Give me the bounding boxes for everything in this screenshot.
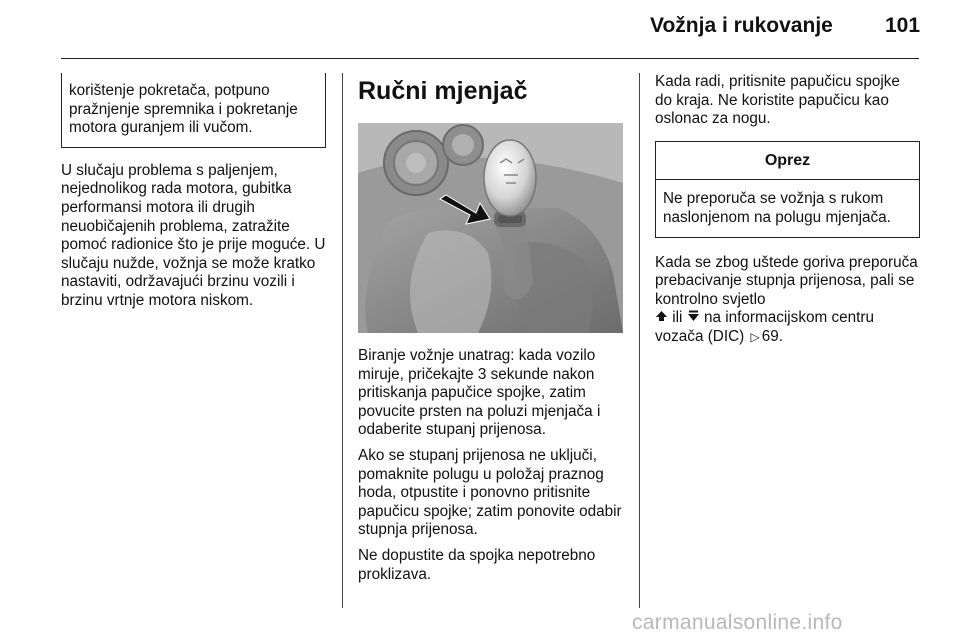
body-paragraph: Ne dopustite da spojka nepotrebno proklizava. [358, 546, 596, 583]
body-paragraph: U slučaju problema s paljenjem, nejednolikog rada motora, gubitka performansi motora ili drugih neuobičajenih problema, zatražite pomoć radionice što je prije moguće. U slučaju nužde, vožnja se može kratko nastaviti, održavajući brzinu vozili i brzinu vrtnje motora niskom. [61, 161, 326, 309]
caution-text: Ne preporuča se vožnja s rukom naslonjenom na polugu mjenjača. [663, 190, 891, 226]
page-reference-icon: ▷ [750, 329, 760, 344]
page-title: Vožnja i rukovanje [650, 14, 833, 37]
paragraph-text: na informacijskom centru vozača (DIC) [655, 309, 874, 345]
caution-box [655, 141, 920, 238]
section-heading: Ručni mjenjač [358, 77, 528, 105]
shift-up-icon [655, 310, 668, 322]
column-divider [639, 73, 640, 608]
body-paragraph: Kada radi, pritisnite papučicu spojke do kraja. Ne koristite papučicu kao oslonac za nogu. [655, 73, 900, 128]
header-divider [61, 58, 919, 59]
page-number: 101 [885, 14, 921, 37]
body-paragraph [655, 254, 920, 347]
reference-page[interactable]: 69. [761, 327, 783, 345]
paragraph-text: ili [672, 309, 683, 327]
column-divider [342, 73, 343, 608]
paragraph-text: Kada se zbog uštede goriva preporuča prebacivanje stupnja prijenosa, pali se kontrolno svjetlo [655, 253, 918, 308]
caution-title: Oprez [656, 142, 919, 181]
column-3 [655, 73, 920, 354]
gear-lever-illustration [358, 123, 623, 333]
body-paragraph: Biranje vožnje unatrag: kada vozilo miruje, pričekajte 3 sekunde nakon pritiskanja papučice spojke, zatim povucite prsten na poluzi mjenjača i odaberite stupanj prijenosa. [358, 347, 601, 439]
note-text: korištenje pokretača, potpuno pražnjenje spremnika i pokretanje motora guranjem ili vučom. [69, 82, 298, 137]
note-box [61, 73, 326, 148]
column-2 [358, 73, 623, 591]
body-paragraph: Ako se stupanj prijenosa ne uključi, pomaknite polugu u položaj praznog hoda, otpustite i ponovno pritisnite papučicu spojke; zatim ponovite odabir stupnja prijenosa. [358, 446, 622, 539]
column-1 [61, 73, 326, 318]
shift-down-icon [687, 310, 700, 322]
watermark: carmanualsonline.info [632, 611, 843, 634]
